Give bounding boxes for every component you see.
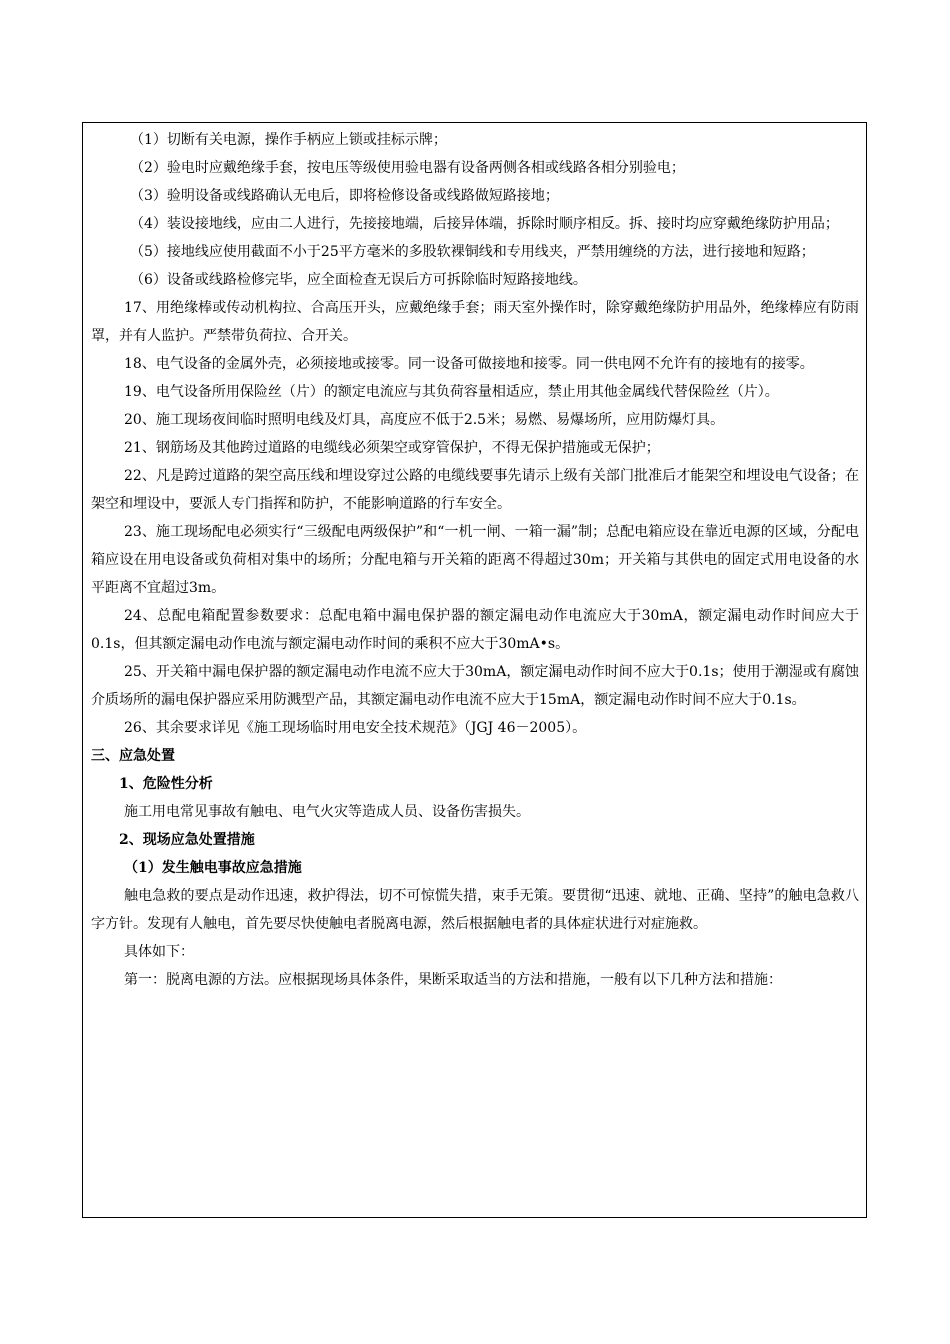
paragraph: 21、钢筋场及其他跨过道路的电缆线必须架空或穿管保护，不得无保护措施或无保护；: [124, 440, 660, 456]
paragraph: 第一：脱离电源的方法。应根据现场具体条件，果断采取适当的方法和措施，一般有以下几种方法和措施：: [124, 972, 782, 988]
paragraph: （5）接地线应使用截面不小于25平方毫米的多股软裸铜线和专用线夹，严禁用缠绕的方法，进行接地和短路；: [130, 244, 815, 260]
paragraph: 26、其余要求详见《施工现场临时用电安全技术规范》（JGJ 46－2005）。: [124, 720, 587, 736]
sub-sub-heading: （1）发生触电事故应急措施: [124, 860, 302, 876]
paragraph: 25、开关箱中漏电保护器的额定漏电动作电流不应大于30mA，额定漏电动作时间不应大于0.1s；使用于潮湿或有腐蚀介质场所的漏电保护器应采用防溅型产品，其额定漏电动作电流不应大于15mA，额定漏电动作时间不应大于0.1s。: [91, 664, 859, 708]
paragraph: 24、总配电箱配置参数要求：总配电箱中漏电保护器的额定漏电动作电流应大于30mA，额定漏电动作时间应大于0.1s，但其额定漏电动作电流与额定漏电动作时间的乘积不应大于30mA•s。: [91, 608, 859, 652]
paragraph: 触电急救的要点是动作迅速，救护得法，切不可惊慌失措，束手无策。要贯彻“迅速、就地、正确、坚持”的触电急救八字方针。发现有人触电，首先要尽快使触电者脱离电源，然后根据触电者的具体症状进行对症施救。: [91, 888, 859, 932]
document-body: [91, 126, 859, 994]
paragraph: 具体如下：: [124, 944, 194, 960]
paragraph: （1）切断有关电源，操作手柄应上锁或挂标示牌；: [130, 132, 447, 148]
paragraph: （2）验电时应戴绝缘手套，按电压等级使用验电器有设备两侧各相或线路各相分别验电；: [130, 160, 685, 176]
paragraph: 17、用绝缘棒或传动机构拉、合高压开头，应戴绝缘手套；雨天室外操作时，除穿戴绝缘防护用品外，绝缘棒应有防雨罩，并有人监护。严禁带负荷拉、合开关。: [91, 300, 859, 344]
paragraph: 施工用电常见事故有触电、电气火灾等造成人员、设备伤害损失。: [124, 804, 530, 820]
paragraph: 22、凡是跨过道路的架空高压线和埋设穿过公路的电缆线要事先请示上级有关部门批准后才能架空和埋设电气设备；在架空和埋设中，要派人专门指挥和防护，不能影响道路的行车安全。: [91, 468, 859, 512]
sub-heading: 1、危险性分析: [119, 776, 213, 792]
paragraph: （4）装设接地线，应由二人进行，先接接地端，后接异体端，拆除时顺序相反。拆、接时均应穿戴绝缘防护用品；: [130, 216, 839, 232]
section-heading: 三、应急处置: [91, 748, 175, 764]
paragraph: （6）设备或线路检修完毕，应全面检查无误后方可拆除临时短路接地线。: [130, 272, 587, 288]
paragraph: （3）验明设备或线路确认无电后，即将检修设备或线路做短路接地；: [130, 188, 559, 204]
sub-heading: 2、现场应急处置措施: [119, 832, 255, 848]
paragraph: 18、电气设备的金属外壳，必须接地或接零。同一设备可做接地和接零。同一供电网不允许有的接地有的接零。: [124, 356, 814, 372]
paragraph: 19、电气设备所用保险丝（片）的额定电流应与其负荷容量相适应，禁止用其他金属线代替保险丝（片）。: [124, 384, 779, 400]
paragraph: 23、施工现场配电必须实行“三级配电两级保护”和“一机一闸、一箱一漏”制；总配电箱应设在靠近电源的区域，分配电箱应设在用电设备或负荷相对集中的场所；分配电箱与开关箱的距离不得超过30m；开关箱与其供电的固定式用电设备的水平距离不宜超过3m。: [91, 524, 859, 596]
paragraph: 20、施工现场夜间临时照明电线及灯具，高度应不低于2.5米；易燃、易爆场所，应用防爆灯具。: [124, 412, 725, 428]
